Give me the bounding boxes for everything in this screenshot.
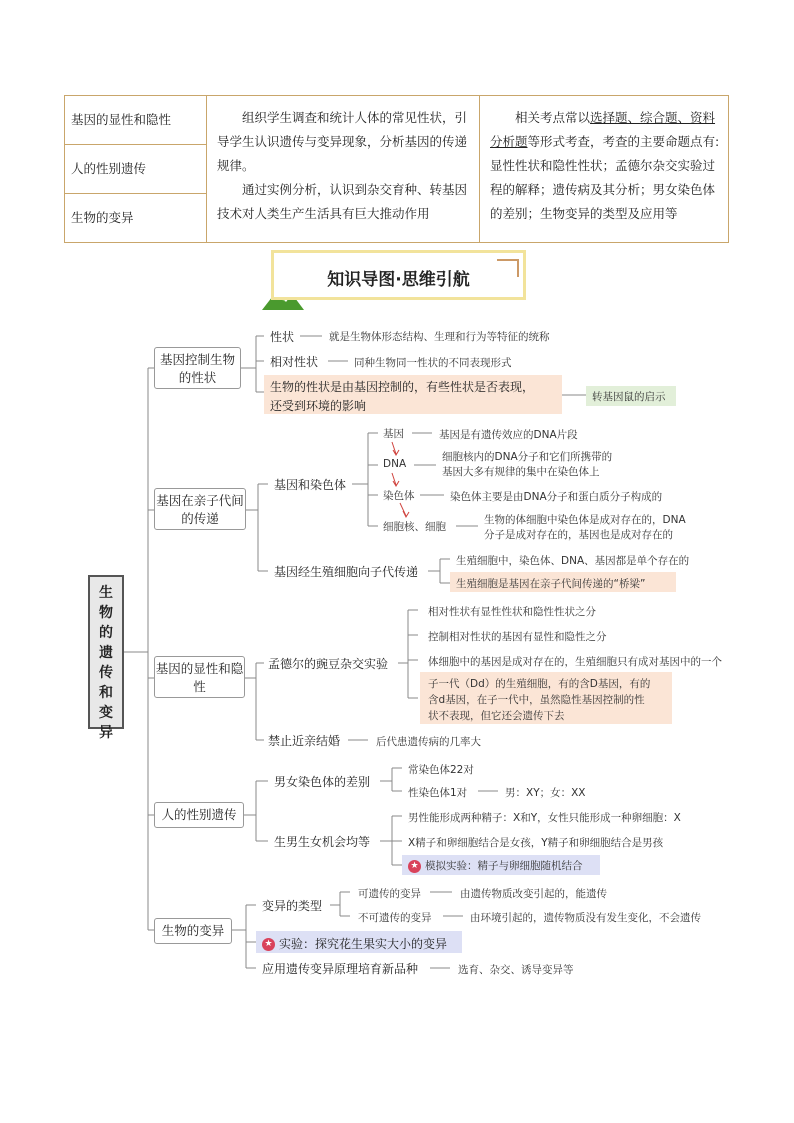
note-line: 生物的性状是由基因控制的，有些性状是否表现，: [270, 380, 535, 394]
branch-variation: 生物的变异: [154, 918, 232, 944]
note-line: 还受到环境的影响: [270, 399, 367, 413]
branch-sex-inheritance: 人的性别遗传: [154, 802, 244, 828]
peanut-experiment: [262, 935, 447, 952]
root-char: 异: [99, 725, 113, 741]
mendel-point: 含d基因，在子一代中，虽然隐性基因控制的性: [428, 694, 645, 706]
topic-cell: 人的性别遗传: [65, 145, 207, 194]
sub-variation-types: 变异的类型: [262, 899, 323, 913]
breeding-methods: 选育、杂交、诱导变异等: [458, 964, 574, 976]
mendel-point: 子一代（Dd）的生殖细胞，有的含D基因，有的: [428, 678, 651, 690]
simulation-label: 模拟实验：精子与卵细胞随机结合: [425, 860, 583, 872]
node-dna-desc: 细胞核内的DNA分子和它们所携带的: [442, 451, 613, 463]
non-heritable-variation-desc: 由环境引起的，遗传物质没有发生变化，不会遗传: [470, 912, 701, 924]
repro-fact: 生殖细胞中，染色体、DNA、基因都是单个存在的: [456, 555, 690, 567]
non-heritable-variation: 不可遗传的变异: [358, 912, 432, 924]
node-gene-desc: 基因是有遗传效应的DNA片段: [439, 429, 578, 441]
node-dna-desc: 基因大多有规律的集中在染色体上: [442, 466, 600, 478]
term-trait-desc: 就是生物体形态结构、生理和行为等特征的统称: [329, 331, 550, 343]
star-icon: ★: [262, 938, 275, 951]
sex-chromosome-desc: 男：XY；女：XX: [505, 787, 586, 799]
mendel-point: 状不表现，但它还会遗传下去: [428, 710, 565, 722]
root-char: 变: [99, 705, 113, 721]
branch-gene-control-traits: 基因控制生物的性状: [154, 347, 241, 389]
sub-gene-chromosome: 基因和染色体: [274, 478, 347, 492]
exam-underlined: 选择题、综合题、资料: [590, 110, 716, 125]
root-char: 和: [99, 685, 113, 701]
term-trait: 性状: [270, 330, 295, 344]
node-cell-desc: 分子是成对存在的，基因也是成对存在的: [484, 529, 673, 541]
exam-text: 相关考点常以: [515, 110, 591, 125]
heritable-variation: 可遗传的变异: [358, 888, 421, 900]
repro-bridge: 生殖细胞是基因在亲子代间传递的“桥梁”: [456, 578, 646, 590]
exam-text: 等形式考查，考查的主要命题点有:: [527, 134, 720, 149]
experiment-label: 实验：探究花生果实大小的变异: [279, 937, 448, 951]
root-char: 的: [99, 625, 113, 641]
branch-dominant-recessive: 基因的显性和隐性: [154, 656, 245, 698]
node-gene: 基因: [383, 428, 404, 440]
root-char: 遗: [99, 645, 113, 661]
term-relative-trait-desc: 同种生物同一性状的不同表现形式: [354, 357, 512, 369]
heritable-variation-desc: 由遗传物质改变引起的，能遗传: [460, 888, 607, 900]
root-char: 生: [99, 585, 113, 601]
node-cell-desc: 生物的体细胞中染色体是成对存在的，DNA: [484, 514, 686, 526]
topic-cell: 生物的变异: [65, 194, 207, 243]
sub-germ-cell-transmission: 基因经生殖细胞向子代传递: [274, 565, 419, 579]
consanguineous-desc: 后代患遗传病的几率大: [376, 736, 481, 748]
node-nucleus-cell: 细胞核、细胞: [383, 521, 446, 533]
exam-text: 显性性状和隐性性状；孟德尔杂交实验过程的解释；遗传病及其分析；男女染色体的差别；生物变异的类型及应用等: [490, 158, 716, 221]
simulation-experiment: [408, 858, 583, 873]
node-chromosome-desc: 染色体主要是由DNA分子和蛋白质分子构成的: [450, 491, 663, 503]
topic-cell: 基因的显性和隐性: [65, 96, 207, 145]
exam-underlined: 分析题: [490, 134, 528, 149]
sub-mendel-experiment: 孟德尔的豌豆杂交实验: [268, 657, 389, 671]
sub-breeding-application: 应用遗传变异原理培育新品种: [262, 962, 419, 976]
sex-chromosome: 性染色体1对: [408, 787, 468, 799]
objective-paragraph: 组织学生调查和统计人体的常见性状，引导学生认识遗传与变异现象，分析基因的传递规律。: [217, 110, 468, 173]
mendel-point: 体细胞中的基因是成对存在的，生殖细胞只有成对基因中的一个: [428, 656, 722, 668]
root-char: 传: [99, 665, 113, 681]
gamete-fact: X精子和卵细胞结合是女孩，Y精子和卵细胞结合是男孩: [408, 837, 664, 849]
root-char: 物: [99, 605, 113, 621]
star-icon: ★: [408, 860, 421, 873]
term-relative-trait: 相对性状: [270, 355, 319, 369]
sub-equal-chance: 生男生女机会均等: [274, 835, 371, 849]
page-title: 知识导图·思维引航: [327, 270, 470, 290]
gamete-fact: 男性能形成两种精子：X和Y，女性只能形成一种卵细胞：X: [408, 812, 681, 824]
autosome: 常染色体22对: [408, 764, 474, 776]
root-node: [88, 575, 124, 741]
node-chromosome: 染色体: [383, 490, 415, 502]
mendel-point: 相对性状有显性性状和隐性性状之分: [428, 606, 596, 618]
example-transgenic-mouse: 转基因鼠的启示: [592, 391, 666, 403]
mendel-point: 控制相对性状的基因有显性和隐性之分: [428, 631, 607, 643]
sub-no-consanguineous-marriage: 禁止近亲结婚: [268, 734, 341, 748]
node-dna: DNA: [383, 458, 407, 470]
sub-chromosome-difference: 男女染色体的差别: [274, 775, 371, 789]
objective-paragraph: 通过实例分析，认识到杂交育种、转基因技术对人类生产生活具有巨大推动作用: [217, 182, 468, 221]
branch-gene-transmission: 基因在亲子代间的传递: [154, 488, 246, 530]
